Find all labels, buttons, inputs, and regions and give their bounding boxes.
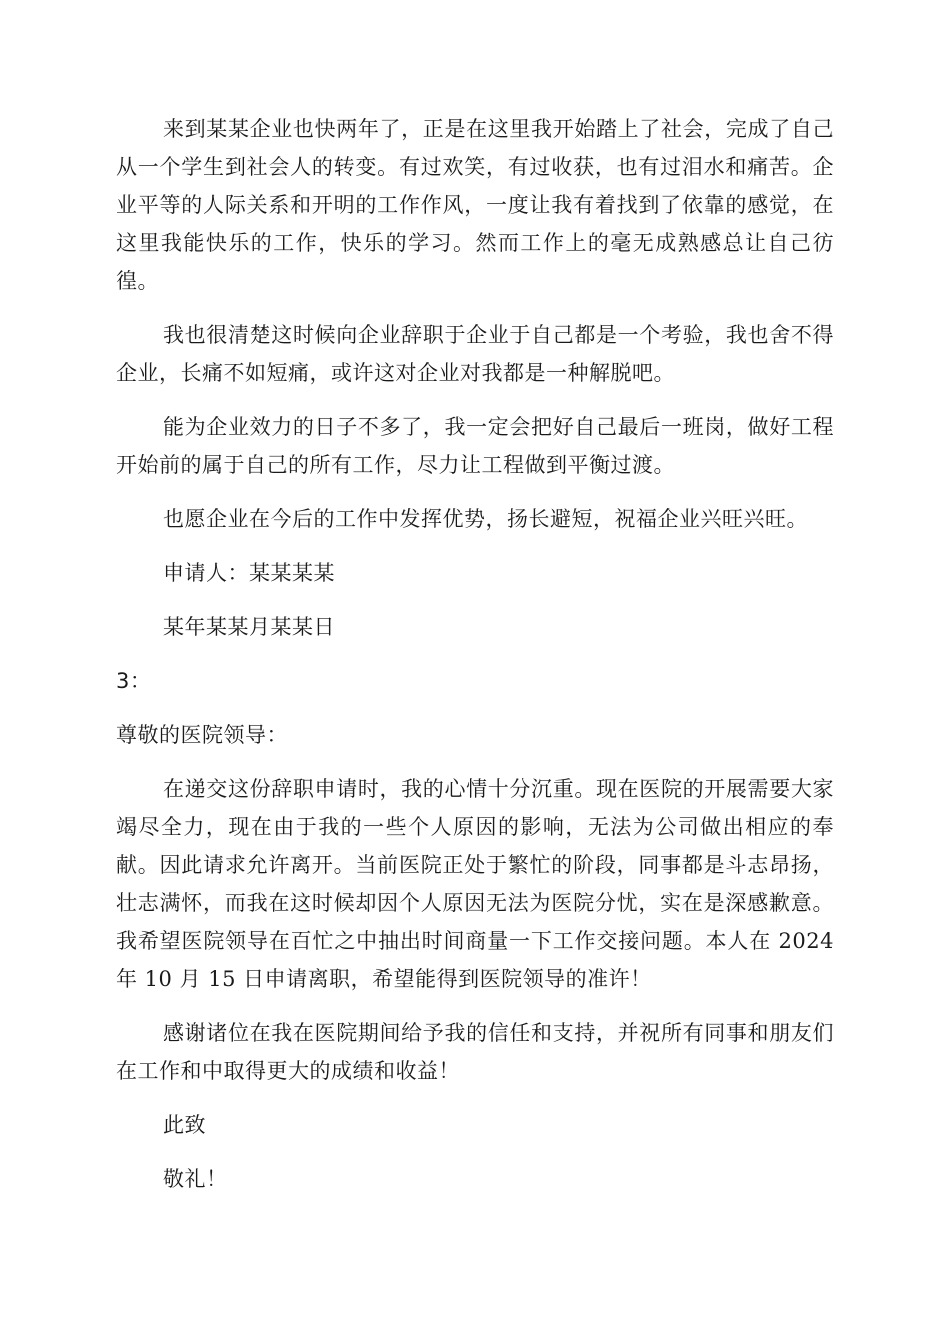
paragraph-thanks: 感谢诸位在我在医院期间给予我的信任和支持，并祝所有同事和朋友们在工作和中取得更大的成绩和收益！ <box>116 1021 834 1083</box>
paragraph-resignation: 在递交这份辞职申请时，我的心情十分沉重。现在医院的开展需要大家竭尽全力，现在由于我的一些个人原因的影响，无法为公司做出相应的奉献。因此请求允许离开。当前医院正处于繁忙的阶段，同事都是斗志昂扬，壮志满怀，而我在这时候却因个人原因无法为医院分忧，实在是深感歉意。我希望医院领导在百忙之中抽出时间商量一下工作交接问题。本人在 2024 年 10 月 15 日申请离职，希望能得到医院领导的准许！ <box>116 777 834 991</box>
date-line: 某年某某月某某日 <box>163 615 335 639</box>
closing-line-2: 敬礼！ <box>163 1167 228 1191</box>
paragraph-wishes: 也愿企业在今后的工作中发挥优势，扬长避短，祝福企业兴旺兴旺。 <box>163 507 808 531</box>
section-number: 3： <box>116 669 152 693</box>
closing-line-1: 此致 <box>163 1113 206 1137</box>
paragraph-commitment: 能为企业效力的日子不多了，我一定会把好自己最后一班岗，做好工程开始前的属于自己的所有工作，尽力让工程做到平衡过渡。 <box>116 415 834 477</box>
paragraph-intro: 来到某某企业也快两年了，正是在这里我开始踏上了社会，完成了自己从一个学生到社会人的转变。有过欢笑，有过收获，也有过泪水和痛苦。企业平等的人际关系和开明的工作作风，一度让我有着找到了依靠的感觉，在这里我能快乐的工作，快乐的学习。然而工作上的毫无成熟感总让自己彷徨。 <box>116 117 834 293</box>
paragraph-reason: 我也很清楚这时候向企业辞职于企业于自己都是一个考验，我也舍不得企业，长痛不如短痛，或许这对企业对我都是一种解脱吧。 <box>116 323 834 385</box>
document-page <box>116 110 834 1198</box>
applicant-line: 申请人：某某某某 <box>163 561 335 585</box>
salutation: 尊敬的医院领导： <box>116 723 288 747</box>
